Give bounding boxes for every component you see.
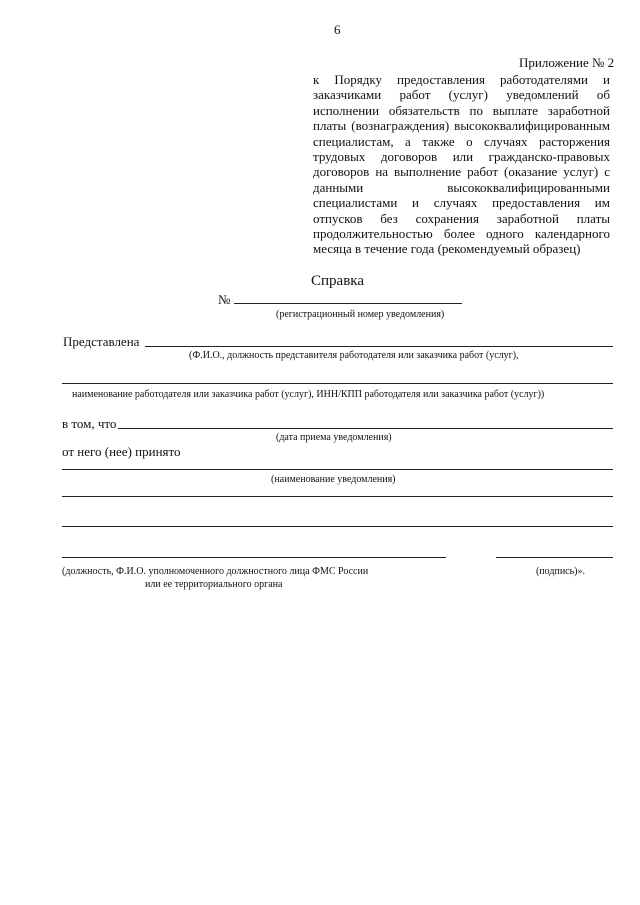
signature-caption: (подпись)». xyxy=(536,566,586,577)
date-field-line[interactable] xyxy=(118,428,613,429)
employer-field-line[interactable] xyxy=(62,383,613,384)
number-field-line[interactable] xyxy=(234,303,462,304)
extra-line-1[interactable] xyxy=(62,496,613,497)
extra-line-2[interactable] xyxy=(62,526,613,527)
signature-field-line[interactable] xyxy=(496,557,613,558)
official-caption-line1: (должность, Ф.И.О. уполномоченного должностного лица ФМС России xyxy=(62,566,369,577)
official-field-line[interactable] xyxy=(62,557,446,558)
notification-field-line[interactable] xyxy=(62,469,613,470)
official-caption-line2: или ее территориального органа xyxy=(145,579,283,590)
presented-caption: (Ф.И.О., должность представителя работодателя или заказчика работ (услуг), xyxy=(189,350,519,361)
form-title: Справка xyxy=(311,273,364,289)
number-label: № xyxy=(218,292,231,307)
presented-field-line[interactable] xyxy=(145,346,613,347)
appendix-text: к Порядку предоставления работодателями и заказчиками работ (услуг) уведомлений об исполнении обязательств по выплате заработной платы (вознаграждения) высококвалифицированным специалистам, а также о случаях расторжения трудовых договоров или гражданско-правовых договоров на выполнение работ (оказание услуг) с данными высококвалифицированными специалистами и случаях предоставления им отпусков без сохранения заработной платы продолжительностью более одного календарного месяца в течение года (рекомендуемый образец) xyxy=(313,72,610,257)
in-that-label: в том, что xyxy=(62,416,117,431)
accepted-label: от него (нее) принято xyxy=(62,444,181,459)
appendix-title: Приложение № 2 xyxy=(519,55,615,70)
employer-caption: наименование работодателя или заказчика работ (услуг), ИНН/КПП работодателя или заказчика работ (услуг)) xyxy=(72,389,545,400)
notification-caption: (наименование уведомления) xyxy=(271,474,396,485)
number-caption: (регистрационный номер уведомления) xyxy=(276,309,445,320)
date-caption: (дата приема уведомления) xyxy=(276,432,392,443)
presented-label: Представлена xyxy=(63,334,140,349)
page-number: 6 xyxy=(334,22,341,37)
